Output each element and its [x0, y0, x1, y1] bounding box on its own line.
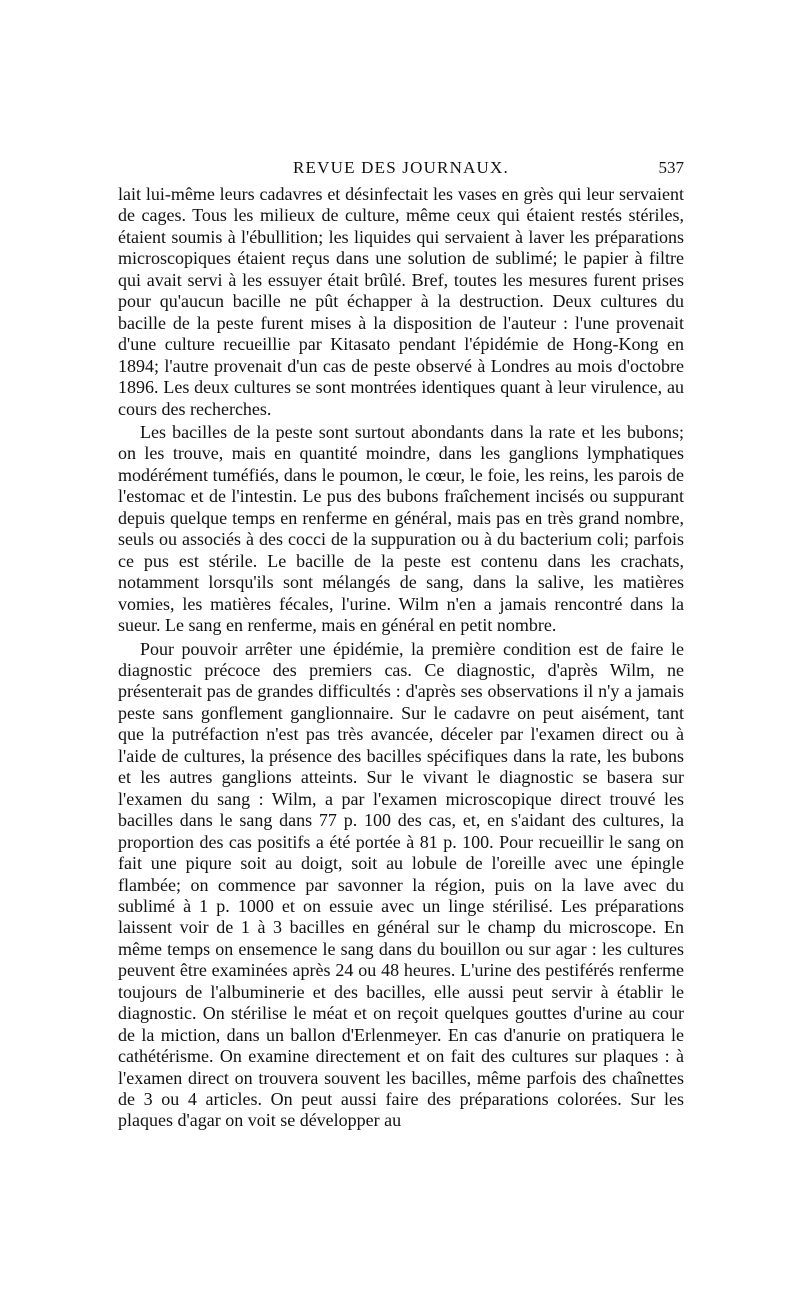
paragraph-3: Pour pouvoir arrêter une épidémie, la première condition est de faire le diagnostic précoce des premiers cas. Ce diagnostic, d'après Wilm, ne présenterait pas de grandes difficultés : d'après ses observations il n'y a jamais peste sans gonflement ganglionnaire. Sur le cadavre on peut aisément, tant que la putréfaction n'est pas très avancée, déceler par l'examen direct ou à l'aide de cultures, la présence des bacilles spécifiques dans la rate, les bubons et les autres ganglions atteints. Sur le vivant le diagnostic se basera sur l'examen du sang : Wilm, a par l'examen microscopique direct trouvé les bacilles dans le sang dans 77 p. 100 des cas, et, en s'aidant des cultures, la proportion des cas positifs a été portée à 81 p. 100. Pour recueillir le sang on fait une piqure soit au doigt, soit au lobule de l'oreille avec une épingle flambée; on commence par savonner la région, puis on la lave avec du sublimé à 1 p. 1000 et on essuie avec un linge stérilisé. Les préparations laissent voir de 1 à 3 bacilles en général sur le champ du microscope. En même temps on ensemence le sang dans du bouillon ou sur agar : les cultures peuvent être examinées après 24 ou 48 heures. L'urine des pestiférés renferme toujours de l'albuminerie et des bacilles, elle aussi peut servir à établir le diagnostic. On stérilise le méat et on reçoit quelques gouttes d'urine au cour de la miction, dans un ballon d'Erlenmeyer. En cas d'anurie on pratiquera le cathétérisme. On examine directement et on fait des cultures sur plaques : à l'examen direct on trouvera souvent les bacilles, même parfois des chaînettes de 3 ou 4 articles. On peut aussi faire des préparations colorées. Sur les plaques d'agar on voit se développer au [118, 638, 684, 1131]
page-header [118, 156, 684, 180]
running-head: REVUE DES JOURNAUX. [293, 158, 509, 177]
page-number: 537 [658, 158, 684, 177]
paragraph-1: lait lui-même leurs cadavres et désinfectait les vases en grès qui leur servaient de cages. Tous les milieux de culture, même ceux qui étaient restés stériles, étaient soumis à l'ébullition; les liquides qui servaient à laver les préparations microscopiques étaient reçus dans une solution de sublimé; le papier à filtre qui avait servi à les essuyer était brûlé. Bref, toutes les mesures furent prises pour qu'aucun bacille ne pût échapper à la destruction. Deux cultures du bacille de la peste furent mises à la disposition de l'auteur : l'une provenait d'une culture recueillie par Kitasato pendant l'épidémie de Hong-Kong en 1894; l'autre provenait d'un cas de peste observé à Londres au mois d'octobre 1896. Les deux cultures se sont montrées identiques quant à leur virulence, au cours des recherches. [118, 184, 684, 419]
article-body [118, 184, 684, 1134]
paragraph-2: Les bacilles de la peste sont surtout abondants dans la rate et les bubons; on les trouve, mais en quantité moindre, dans les ganglions lymphatiques modérément tuméfiés, dans le poumon, le cœur, le foie, les reins, les parois de l'estomac et de l'intestin. Le pus des bubons fraîchement incisés ou suppurant depuis quelque temps en renferme en général, mais pas en très grand nombre, seuls ou associés à des cocci de la suppuration ou à du bacterium coli; parfois ce pus est stérile. Le bacille de la peste est contenu dans les crachats, notamment lorsqu'ils sont mélangés de sang, dans la salive, les matières vomies, les matières fécales, l'urine. Wilm n'en a jamais rencontré dans la sueur. Le sang en renferme, mais en général en petit nombre. [118, 421, 684, 636]
